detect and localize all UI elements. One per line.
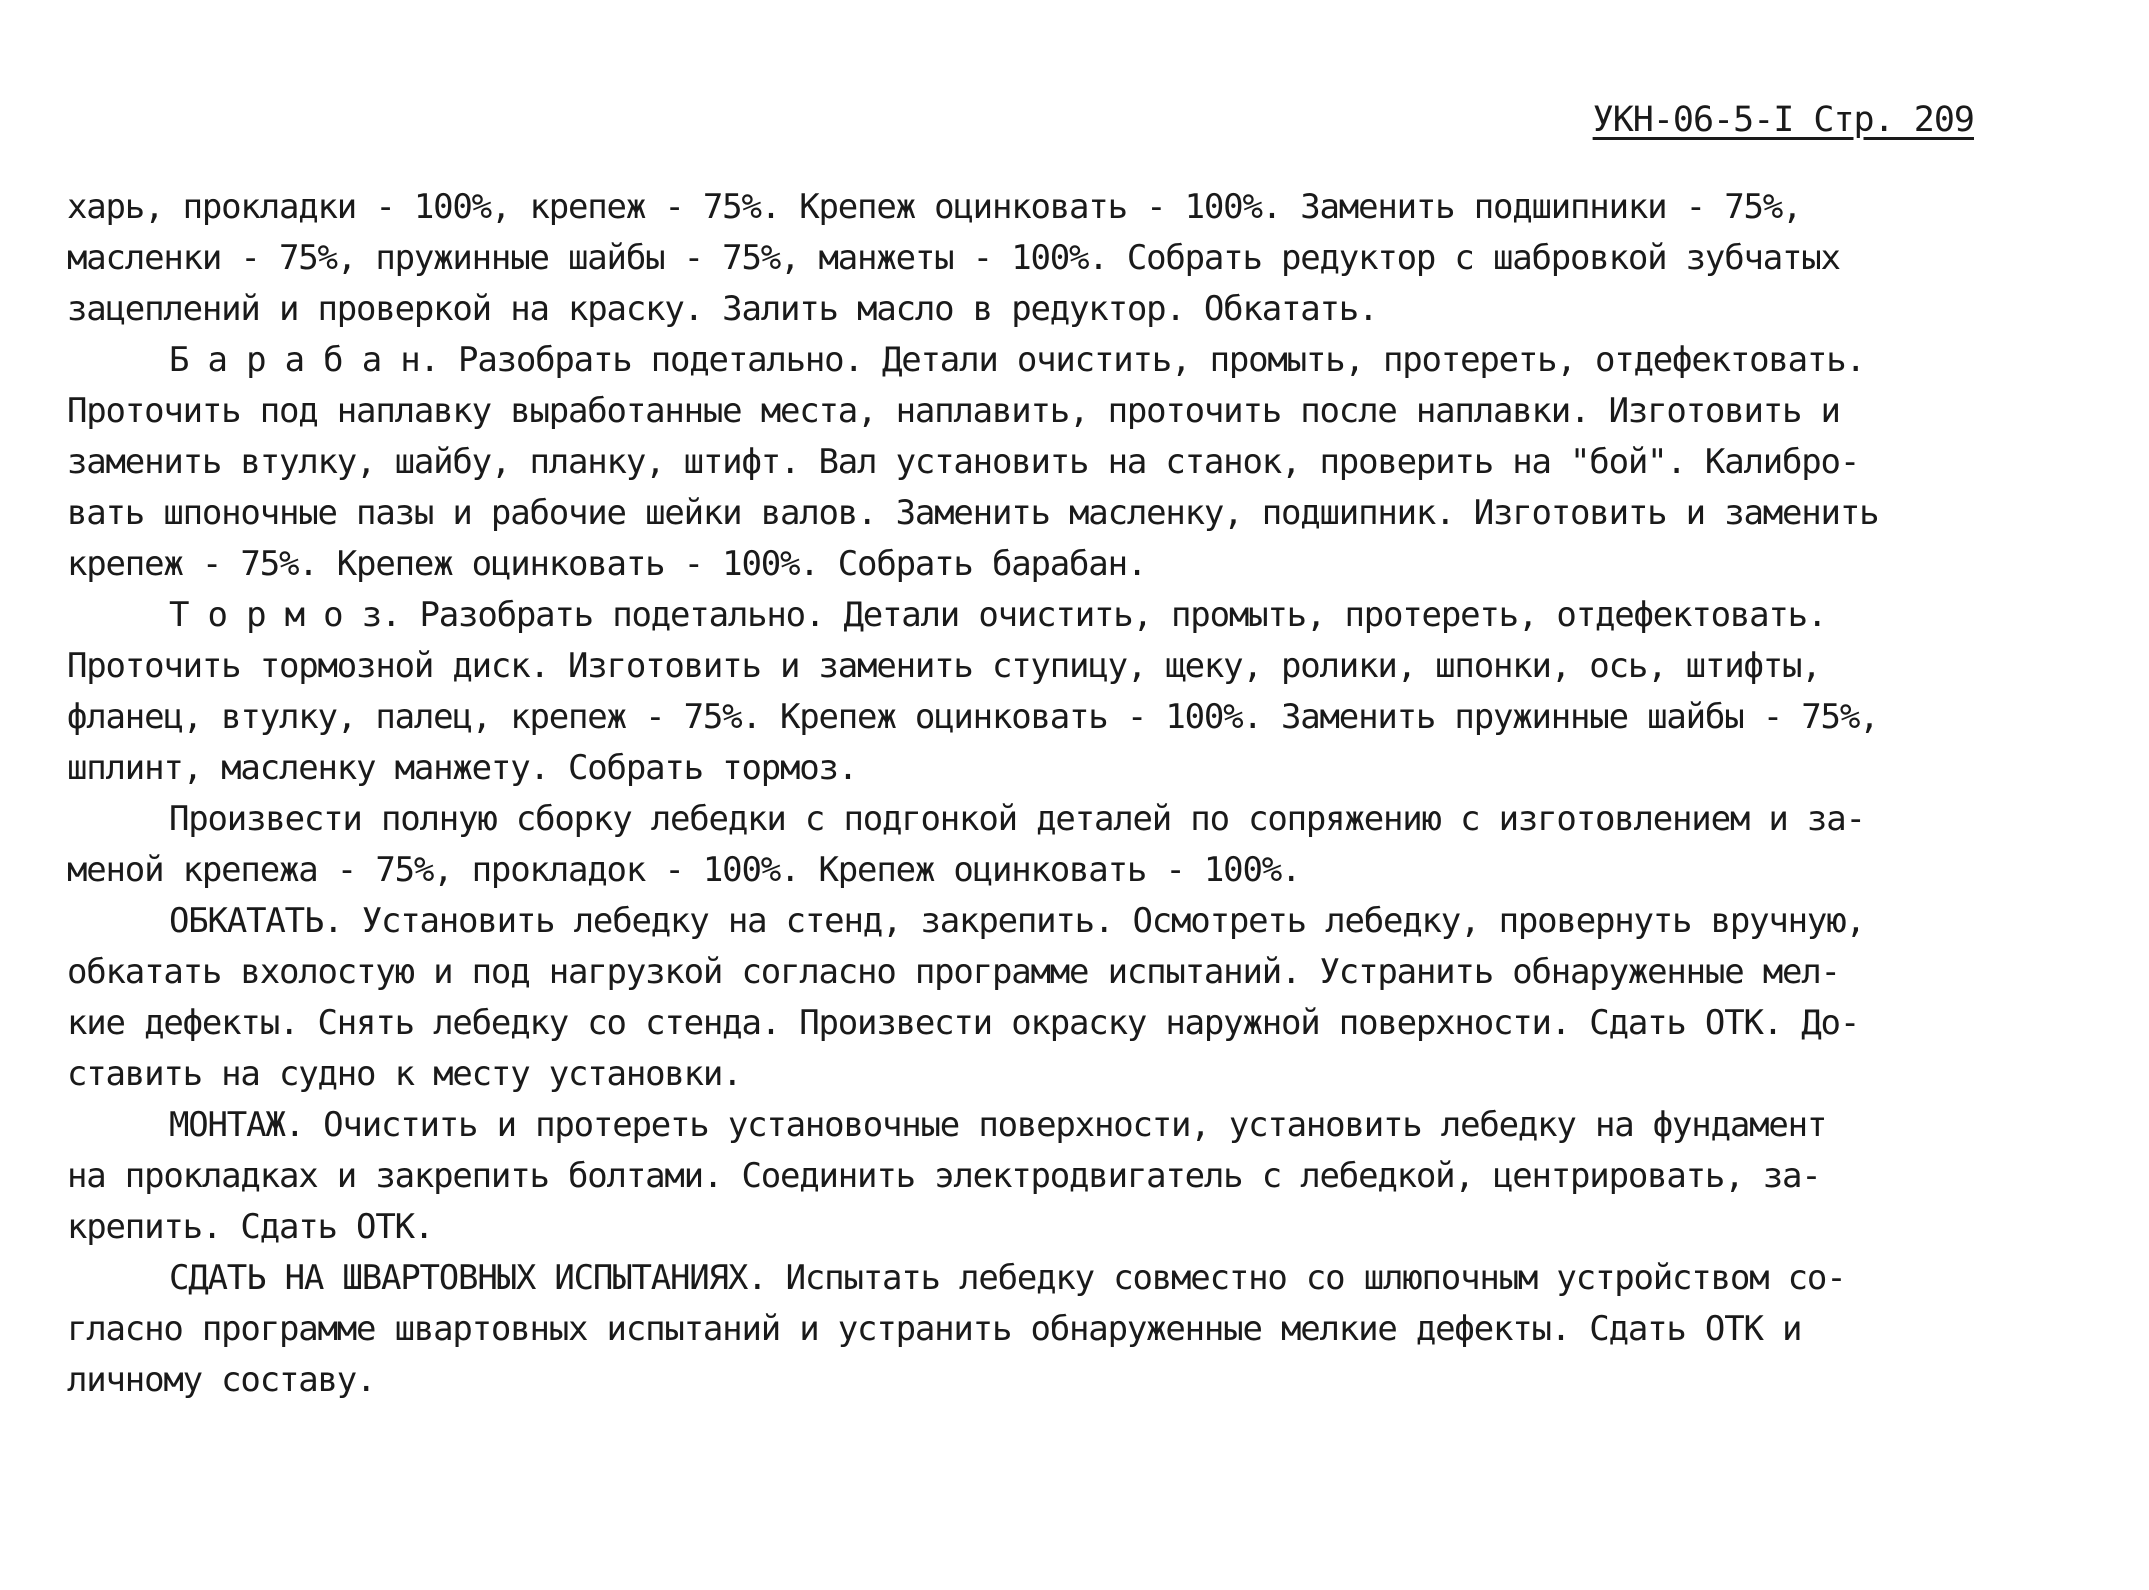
text-line: кие дефекты. Снять лебедку со стенда. Произвести окраску наружной поверхности. Сдать ОТК. До- (67, 1003, 1860, 1043)
paragraph-baraban (67, 335, 2017, 590)
text-line: ставить на судно к месту установки. (67, 1054, 742, 1094)
text-line: харь, прокладки - 100%, крепеж - 75%. Крепеж оцинковать - 100%. Заменить подшипники - 75%, (67, 187, 1802, 227)
text-line: ОБКАТАТЬ. Установить лебедку на стенд, закрепить. Осмотреть лебедку, провернуть вручную, (169, 901, 1865, 941)
text-line: крепить. Сдать ОТК. (67, 1207, 434, 1247)
paragraph-shvartovnye (67, 1253, 2017, 1406)
paragraph-tormoz (67, 590, 2017, 794)
text-line: Проточить тормозной диск. Изготовить и заменить ступицу, щеку, ролики, шпонки, ось, штифты, (67, 646, 1821, 686)
section-lead-tormoz: Т о р м о з. (169, 595, 401, 635)
paragraph-reductor (67, 182, 2017, 335)
paragraph-sborka (67, 794, 2017, 896)
text-line: меной крепежа - 75%, прокладок - 100%. Крепеж оцинковать - 100%. (67, 850, 1301, 890)
text-line: зацеплений и проверкой на краску. Залить масло в редуктор. Обкатать. (67, 289, 1378, 329)
text-line: гласно программе швартовных испытаний и устранить обнаруженные мелкие дефекты. Сдать ОТК и (67, 1309, 1802, 1349)
text-line: СДАТЬ НА ШВАРТОВНЫХ ИСПЫТАНИЯХ. Испытать лебедку совместно со шлюпочным устройством со- (169, 1258, 1846, 1298)
text-line: на прокладках и закрепить болтами. Соединить электродвигатель с лебедкой, центрировать, за- (67, 1156, 1821, 1196)
text-line-rest: Разобрать подетально. Детали очистить, промыть, протереть, отдефектовать. (438, 340, 1865, 380)
text-line: масленки - 75%, пружинные шайбы - 75%, манжеты - 100%. Собрать редуктор с шабровкой зубчатых (67, 238, 1840, 278)
paragraph-montazh (67, 1100, 2017, 1253)
section-lead-baraban: Б а р а б а н. (169, 340, 439, 380)
text-line: МОНТАЖ. Очистить и протереть установочные поверхности, установить лебедку на фундамент (169, 1105, 1827, 1145)
document-body (67, 182, 2017, 1406)
text-line-rest: Разобрать подетально. Детали очистить, промыть, протереть, отдефектовать. (400, 595, 1827, 635)
text-line: Произвести полную сборку лебедки с подгонкой деталей по сопряжению с изготовлением и за- (169, 799, 1865, 839)
text-line: шплинт, масленку манжету. Собрать тормоз. (67, 748, 858, 788)
text-line: крепеж - 75%. Крепеж оцинковать - 100%. Собрать барабан. (67, 544, 1147, 584)
text-line (67, 335, 2017, 386)
paragraph-obkatat (67, 896, 2017, 1100)
text-line: вать шпоночные пазы и рабочие шейки валов. Заменить масленку, подшипник. Изготовить и заменить (67, 493, 1879, 533)
text-line: Проточить под наплавку выработанные места, наплавить, проточить после наплавки. Изготовить и (67, 391, 1840, 431)
text-line: личному составу. (67, 1360, 376, 1400)
page-reference: УКН-06-5-I Стр. 209 (1592, 100, 1974, 140)
text-line (67, 590, 2017, 641)
text-line: обкатать вхолостую и под нагрузкой согласно программе испытаний. Устранить обнаруженные мел- (67, 952, 1840, 992)
text-line: заменить втулку, шайбу, планку, штифт. Вал установить на станок, проверить на "бой". Калибро- (67, 442, 1860, 482)
text-line: фланец, втулку, палец, крепеж - 75%. Крепеж оцинковать - 100%. Заменить пружинные шайбы - 75%, (67, 697, 1879, 737)
